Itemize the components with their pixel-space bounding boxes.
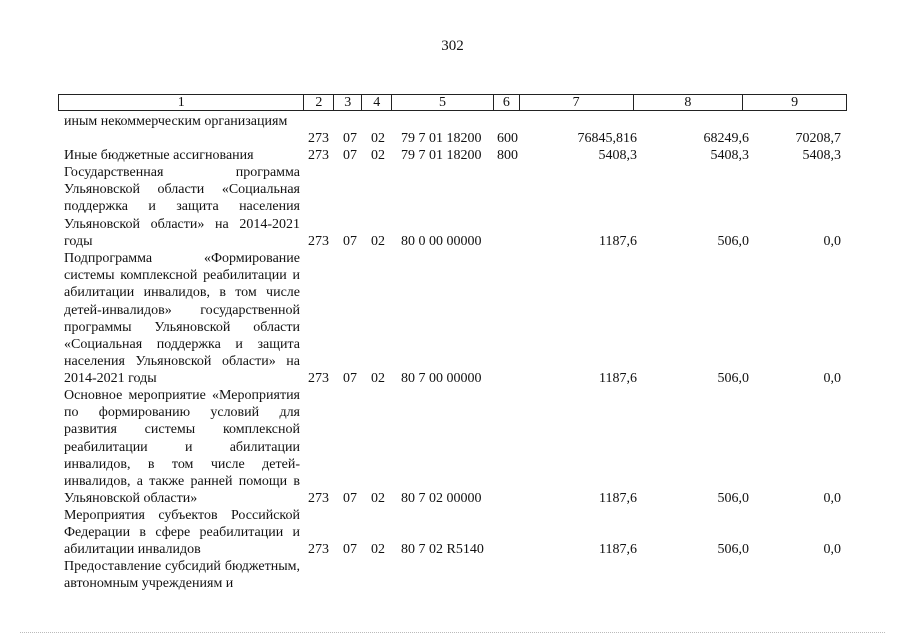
row-col-9: 0,0: [823, 371, 841, 386]
row-col-4: 02: [371, 491, 385, 506]
row-col-3: 07: [343, 371, 357, 386]
row-col-9: 0,0: [823, 491, 841, 506]
row-col-5: 80 7 02 R5140: [401, 542, 484, 557]
row-name: Основное мероприятие «Мероприятия по формированию условий для развития системы комплексной реабилитации и абилитации инвалидов, в том числе детей-инвалидов, а также ранней помощи в Ульяновской области»: [64, 388, 300, 507]
row-col-8: 68249,6: [703, 131, 749, 146]
row-col-3: 07: [343, 131, 357, 146]
header-col-3: 3: [334, 95, 362, 110]
row-col-3: 07: [343, 234, 357, 249]
row-col-7: 76845,816: [577, 131, 637, 146]
row-col-7: 1187,6: [599, 371, 637, 386]
row-col-4: 02: [371, 234, 385, 249]
row-col-9: 0,0: [823, 234, 841, 249]
row-col-9: 5408,3: [802, 148, 841, 163]
row-col-3: 07: [343, 542, 357, 557]
row-col-4: 02: [371, 131, 385, 146]
row-col-9: 0,0: [823, 542, 841, 557]
row-col-4: 02: [371, 371, 385, 386]
row-col-7: 1187,6: [599, 491, 637, 506]
row-col-4: 02: [371, 148, 385, 163]
row-col-2: 273: [308, 542, 329, 557]
header-col-2: 2: [304, 95, 334, 110]
row-col-8: 5408,3: [710, 148, 749, 163]
row-col-2: 273: [308, 148, 329, 163]
row-col-6: 800: [497, 148, 518, 163]
header-col-8: 8: [634, 95, 744, 110]
row-col-9: 70208,7: [795, 131, 841, 146]
scan-edge-line: [20, 632, 885, 634]
header-col-7: 7: [520, 95, 634, 110]
row-col-5: 79 7 01 18200: [401, 148, 482, 163]
row-col-8: 506,0: [717, 371, 749, 386]
row-col-2: 273: [308, 131, 329, 146]
row-col-2: 273: [308, 371, 329, 386]
header-col-6: 6: [494, 95, 520, 110]
row-col-5: 80 7 02 00000: [401, 491, 482, 506]
row-col-7: 1187,6: [599, 234, 637, 249]
row-col-5: 80 0 00 00000: [401, 234, 482, 249]
row-name: Подпрограмма «Формирование системы комплексной реабилитации и абилитации инвалидов, в том числе детей-инвалидов» государственной программы Ульяновской области «Социальная поддержка и защита населения Ульяновской области» на 2014-2021 годы: [64, 251, 300, 387]
row-col-5: 80 7 00 00000: [401, 371, 482, 386]
row-col-7: 5408,3: [598, 148, 637, 163]
row-col-8: 506,0: [717, 542, 749, 557]
row-col-3: 07: [343, 491, 357, 506]
row-col-8: 506,0: [717, 491, 749, 506]
row-col-2: 273: [308, 234, 329, 249]
row-name: Предоставление субсидий бюджетным, автономным учреждениям и: [64, 559, 300, 592]
page-number: 302: [441, 38, 464, 54]
row-col-6: 600: [497, 131, 518, 146]
row-name: иным некоммерческим организациям: [64, 114, 288, 129]
row-col-7: 1187,6: [599, 542, 637, 557]
header-col-4: 4: [362, 95, 392, 110]
row-col-2: 273: [308, 491, 329, 506]
header-col-9: 9: [791, 95, 799, 110]
row-col-3: 07: [343, 148, 357, 163]
row-col-4: 02: [371, 542, 385, 557]
header-col-1: 1: [59, 95, 304, 110]
row-name: Иные бюджетные ассигнования: [64, 148, 254, 163]
row-name: Мероприятия субъектов Российской Федерации в сфере реабилитации и абилитации инвалидов: [64, 508, 300, 558]
row-name: Государственная программа Ульяновской области «Социальная поддержка и защита населения Ульяновской области» на 2014-2021 годы: [64, 165, 300, 249]
row-col-8: 506,0: [717, 234, 749, 249]
header-col-5: 5: [392, 95, 494, 110]
row-col-5: 79 7 01 18200: [401, 131, 482, 146]
